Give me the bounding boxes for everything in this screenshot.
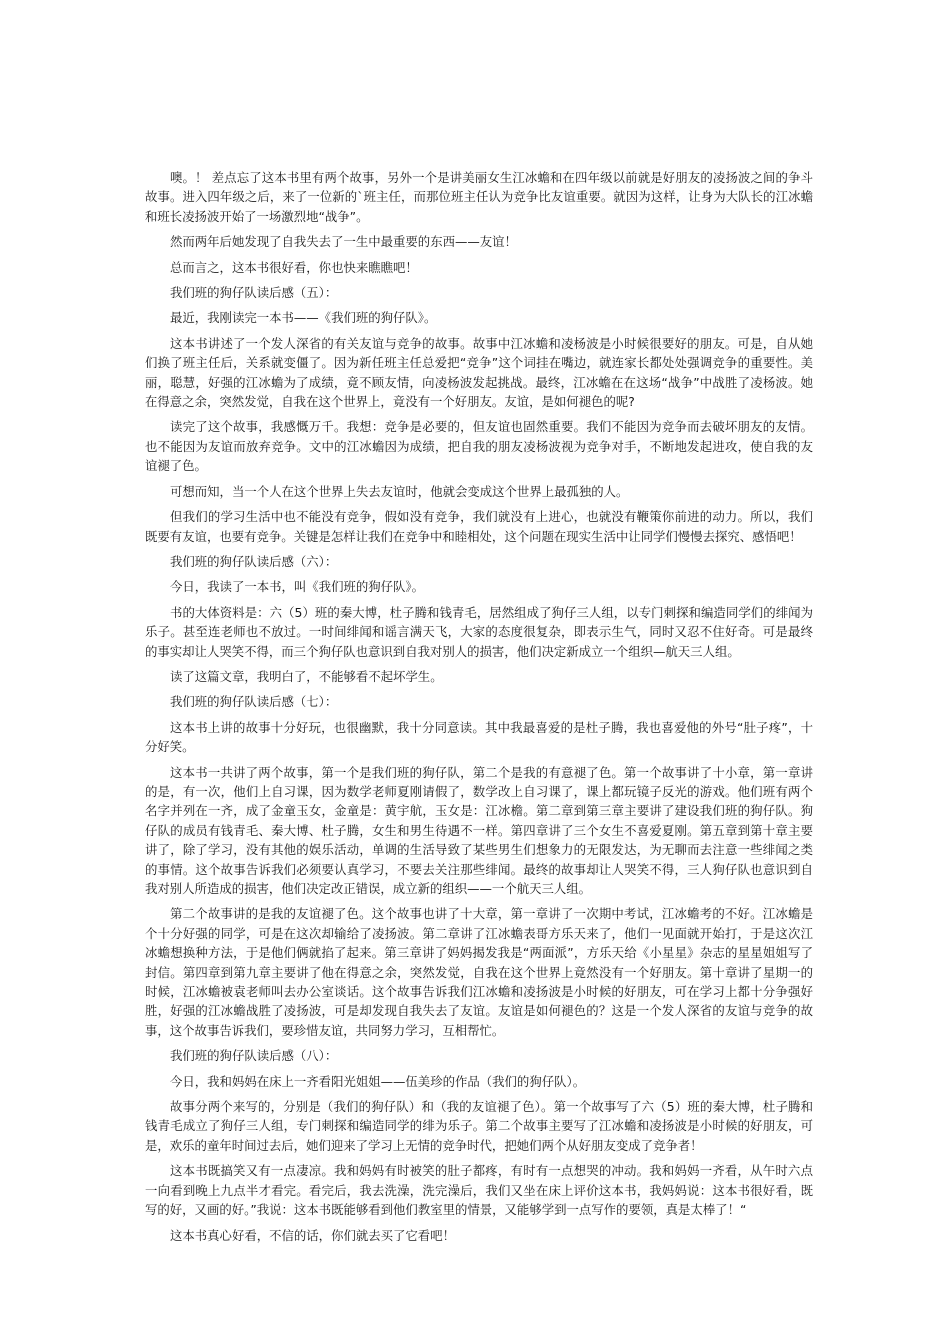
paragraph: 故事分两个来写的，分别是（我们的狗仔队）和（我的友谊褪了色）。第一个故事写了六（5）班的秦大博，杜子腾和钱青毛成立了狗仔三人组，专门刺探和编造同学的绯为乐子。第二个故事主要写了江冰蟾和凌扬波是小时候的好朋友，可是，欢乐的童年时间过去后，她们迎来了学习上无情的竞争时代，把她们两个从好朋友变成了竞争者！: [145, 1099, 813, 1153]
paragraph: 第二个故事讲的是我的友谊褪了色。这个故事也讲了十大章，第一章讲了一次期中考试，江冰蟾考的不好。江冰蟾是个十分好强的同学，可是在这次却输给了凌扬波。第二章讲了江冰蟾表哥方乐天来了，他们一见面就开始打，于是这次江冰蟾想换种方法，于是他们俩就掐了起来。第三章讲了妈妈揭发我是“两面派”，方乐天给《小星星》杂志的星星姐姐写了封信。第四章到第九章主要讲了他在得意之余，突然发觉，自我在这个世界上竟然没有一个好朋友。第十章讲了星期一的时候，江冰蟾被袁老师叫去办公室谈话。这个故事告诉我们江冰蟾和凌扬波是小时候的好朋友，可在学习上都十分争强好胜，好强的江冰蟾战胜了凌扬波，可是却发现自我失去了友谊。友谊是如何褪色的？这是一个发人深省的友谊与竞争的故事，这个故事告诉我们，要珍惜友谊，共同努力学习，互相帮忙。: [145, 906, 813, 1038]
paragraph: 但我们的学习生活中也不能没有竞争，假如没有竞争，我们就没有上进心，也就没有鞭策你前进的动力。所以，我们既要有友谊，也要有竞争。关键是怎样让我们在竞争中和睦相处，这个问题在现实生活中让同学们慢慢去探究、感悟吧！: [145, 509, 813, 544]
paragraph: 书的大体资料是：六（5）班的秦大博，杜子腾和钱青毛，居然组成了狗仔三人组，以专门刺探和编造同学们的绯闻为乐子。甚至连老师也不放过。一时间绯闻和谣言满天飞，大家的态度很复杂，即表示生气，同时又忍不住好奇。可是最终的事实却让人哭笑不得，而三个狗仔队也意识到自我对别人的损害，他们决定新成立一个组织—航天三人组。: [145, 604, 813, 659]
paragraph: 噢。！ 差点忘了这本书里有两个故事，另外一个是讲美丽女生江冰蟾和在四年级以前就是好朋友的凌扬波之间的争斗故事。进入四年级之后，来了一位新的`班主任，而那位班主任认为竞争比友谊重要。就因为这样，让身为大队长的江冰蟾和班长凌扬波开始了一场激烈地“战争”。: [145, 170, 813, 224]
section-heading: 我们班的狗仔队读后感（五）：: [170, 285, 338, 301]
paragraph: 这本书上讲的故事十分好玩，也很幽默，我十分同意读。其中我最喜爱的是杜子腾，我也喜爱他的外号“肚子疼”，十分好笑。: [145, 719, 813, 755]
paragraph: 今日，我读了一本书，叫《我们班的狗仔队》。: [170, 579, 425, 595]
paragraph: 读完了这个故事，我感慨万千。我想：竞争是必要的，但友谊也固然重要。我们不能因为竞争而去破坏朋友的友情。也不能因为友谊而放弃竞争。文中的江冰蟾因为成绩，把自我的朋友凌杨波视为竞争对手，不断地发起进攻，使自我的友谊褪了色。: [145, 419, 813, 474]
paragraph: 总而言之，这本书很好看，你也快来瞧瞧吧！: [170, 259, 418, 275]
paragraph: 这本书讲述了一个发人深省的有关友谊与竞争的故事。故事中江冰蟾和凌杨波是小时候很要好的朋友。可是，自从她们换了班主任后，关系就变僵了。因为新任班主任总爱把“竞争”这个词挂在嘴边，就连家长都处处强调竞争的重要性。美丽，聪慧，好强的江冰蟾为了成绩，竟不顾友情，向凌杨波发起挑战。最终，江冰蟾在在这场“战争”中战胜了凌杨波。她在得意之余，突然发觉，自我在这个世界上，竟没有一个好朋友。友谊，是如何褪色的呢?: [145, 335, 813, 410]
section-heading: 我们班的狗仔队读后感（六）：: [170, 553, 338, 569]
paragraph: 这本书一共讲了两个故事，第一个是我们班的狗仔队，第二个是我的有意褪了色。第一个故事讲了十小章，第一章讲的是，有一次，他们上自习课，因为数学老师夏刚请假了，数学改上自习课了，课上都玩镜子反光的游戏。他们班有两个名字并列在一齐，成了金童玉女，金童是：黄宇航，玉女是：江冰檐。第二章到第三章主要讲了建设我们班的狗仔队。狗仔队的成员有钱青毛、秦大博、杜子腾，女生和男生待遇不一样。第四章讲了三个女生不喜爱夏刚。第五章到第十章主要讲了，除了学习，没有其他的娱乐活动，单调的生活导致了某些男生们想象力的无限发达，为无聊而去注意一些绯闻之类的事情。这个故事告诉我们必须要认真学习，不要去关注那些绯闻。最终的故事却让人哭笑不得，三人狗仔队也意识到自我对别人所造成的损害，他们决定改正错误，成立新的组织——一个航天三人组。: [145, 764, 813, 896]
section-heading: 我们班的狗仔队读后感（八）：: [170, 1048, 338, 1064]
paragraph: 读了这篇文章，我明白了，不能够看不起坏学生。: [170, 668, 443, 684]
paragraph: 然而两年后她发现了自我失去了一生中最重要的东西——友谊！: [170, 234, 517, 250]
section-heading: 我们班的狗仔队读后感（七）：: [170, 694, 338, 710]
paragraph: 这本书真心好看，不信的话，你们就去买了它看吧！: [170, 1227, 455, 1243]
paragraph: 这本书既搞笑又有一点凄凉。我和妈妈有时被笑的肚子都疼，有时有一点想哭的冲动。我和妈妈一齐看，从午时六点一向看到晚上九点半才看完。看完后，我去洗澡，洗完澡后，我们又坐在床上评价这本书，我妈妈说：这本书很好看，既写的好，又画的好。”我说：这本书既能够看到他们教室里的情景，又能够学到一点写作的要领，真是太棒了！“: [145, 1163, 813, 1218]
document-body: [145, 168, 813, 1251]
paragraph: 可想而知，当一个人在这个世界上失去友谊时，他就会变成这个世界上最孤独的人。: [170, 483, 629, 499]
paragraph: 今日，我和妈妈在床上一齐看阳光姐姐——伍美珍的作品（我们的狗仔队）。: [170, 1073, 586, 1089]
paragraph: 最近，我刚读完一本书——《我们班的狗仔队》。: [170, 310, 437, 326]
